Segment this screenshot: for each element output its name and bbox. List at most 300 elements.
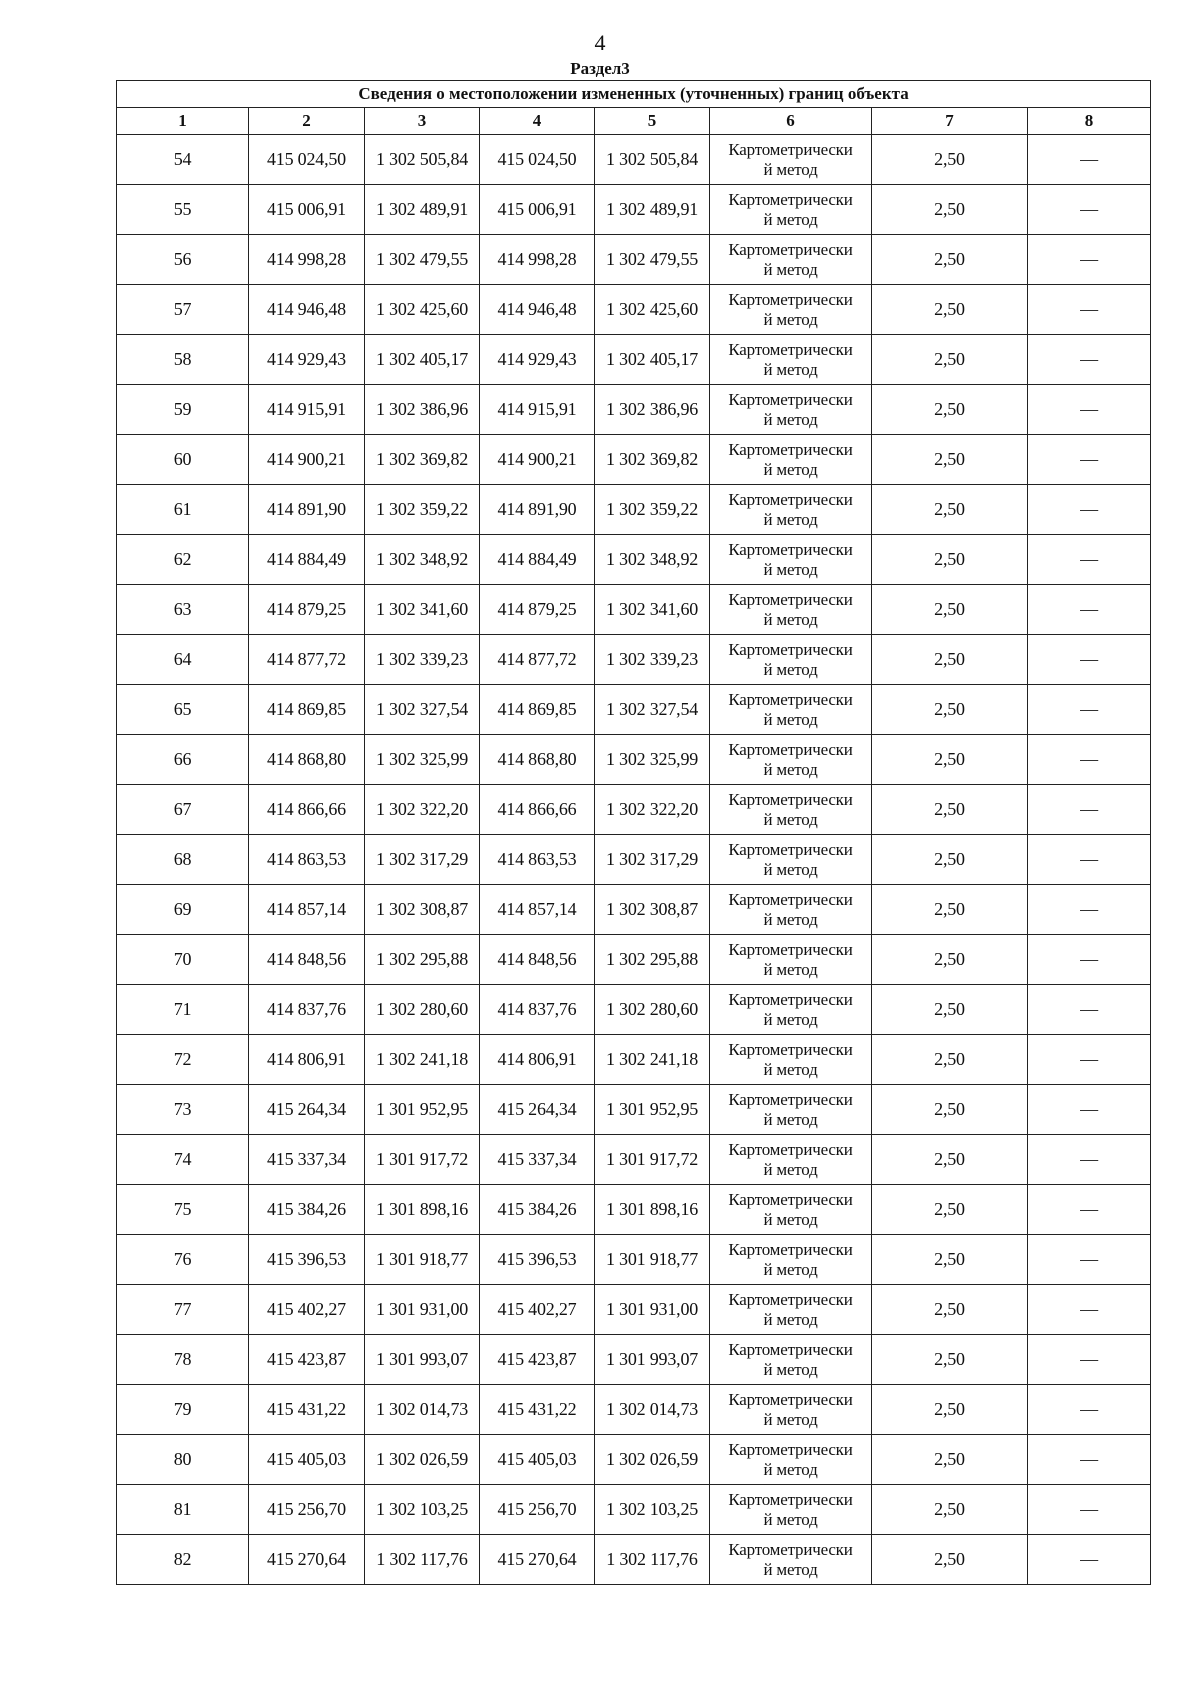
table-row: [117, 485, 1151, 535]
method-text-line: Картометрически: [728, 1289, 853, 1309]
y-existing-cell: 1 302 014,73: [365, 1385, 480, 1435]
table-row: [117, 435, 1151, 485]
table-header-row: [117, 108, 1151, 135]
table-body: [117, 135, 1151, 1585]
accuracy-cell: 2,50: [872, 1285, 1028, 1335]
point-number-cell: 77: [117, 1285, 249, 1335]
method-cell: [710, 1535, 872, 1585]
x-existing-cell: 415 270,64: [249, 1535, 365, 1585]
accuracy-cell: 2,50: [872, 1135, 1028, 1185]
table-row: [117, 1535, 1151, 1585]
x-new-cell: 414 868,80: [480, 735, 595, 785]
table-row: [117, 1335, 1151, 1385]
table-caption-row: [117, 81, 1151, 108]
x-new-cell: 415 396,53: [480, 1235, 595, 1285]
method-text-line: Картометрически: [728, 1239, 853, 1259]
y-new-cell: 1 302 425,60: [595, 285, 710, 335]
x-new-cell: 415 384,26: [480, 1185, 595, 1235]
point-number-cell: 72: [117, 1035, 249, 1085]
description-cell: —: [1028, 785, 1151, 835]
x-new-cell: 414 848,56: [480, 935, 595, 985]
description-cell: —: [1028, 935, 1151, 985]
method-text-line: й метод: [763, 859, 818, 879]
method-text-line: Картометрически: [728, 139, 853, 159]
y-new-cell: 1 302 103,25: [595, 1485, 710, 1535]
method-text-line: Картометрически: [728, 939, 853, 959]
point-number-cell: 75: [117, 1185, 249, 1235]
y-new-cell: 1 302 339,23: [595, 635, 710, 685]
x-existing-cell: 415 264,34: [249, 1085, 365, 1135]
x-existing-cell: 414 900,21: [249, 435, 365, 485]
table-row: [117, 1485, 1151, 1535]
method-cell: [710, 1285, 872, 1335]
table-row: [117, 1085, 1151, 1135]
x-new-cell: 415 431,22: [480, 1385, 595, 1435]
x-existing-cell: 415 423,87: [249, 1335, 365, 1385]
point-number-cell: 62: [117, 535, 249, 585]
method-text-line: й метод: [763, 659, 818, 679]
description-cell: —: [1028, 335, 1151, 385]
y-new-cell: 1 302 479,55: [595, 235, 710, 285]
x-new-cell: 414 879,25: [480, 585, 595, 635]
accuracy-cell: 2,50: [872, 335, 1028, 385]
description-cell: —: [1028, 1385, 1151, 1435]
description-cell: —: [1028, 385, 1151, 435]
y-existing-cell: 1 302 359,22: [365, 485, 480, 535]
accuracy-cell: 2,50: [872, 285, 1028, 335]
x-new-cell: 414 869,85: [480, 685, 595, 735]
method-text-line: Картометрически: [728, 739, 853, 759]
method-text-line: Картометрически: [728, 389, 853, 409]
y-new-cell: 1 302 327,54: [595, 685, 710, 735]
table-row: [117, 385, 1151, 435]
y-existing-cell: 1 302 505,84: [365, 135, 480, 185]
y-existing-cell: 1 302 425,60: [365, 285, 480, 335]
x-existing-cell: 414 884,49: [249, 535, 365, 585]
method-text-line: й метод: [763, 209, 818, 229]
description-cell: —: [1028, 285, 1151, 335]
table-caption: Сведения о местоположении измененных (уточненных) границ объекта: [117, 81, 1151, 108]
y-existing-cell: 1 302 322,20: [365, 785, 480, 835]
y-new-cell: 1 301 993,07: [595, 1335, 710, 1385]
method-cell: [710, 1335, 872, 1385]
description-cell: —: [1028, 1235, 1151, 1285]
y-new-cell: 1 302 489,91: [595, 185, 710, 235]
point-number-cell: 74: [117, 1135, 249, 1185]
point-number-cell: 57: [117, 285, 249, 335]
accuracy-cell: 2,50: [872, 1385, 1028, 1435]
y-new-cell: 1 302 026,59: [595, 1435, 710, 1485]
point-number-cell: 81: [117, 1485, 249, 1535]
x-existing-cell: 415 384,26: [249, 1185, 365, 1235]
method-text-line: й метод: [763, 1259, 818, 1279]
table-row: [117, 785, 1151, 835]
description-cell: —: [1028, 985, 1151, 1035]
description-cell: —: [1028, 1485, 1151, 1535]
accuracy-cell: 2,50: [872, 535, 1028, 585]
point-number-cell: 66: [117, 735, 249, 785]
x-new-cell: 414 946,48: [480, 285, 595, 335]
accuracy-cell: 2,50: [872, 1035, 1028, 1085]
point-number-cell: 67: [117, 785, 249, 835]
point-number-cell: 78: [117, 1335, 249, 1385]
y-new-cell: 1 302 295,88: [595, 935, 710, 985]
x-existing-cell: 414 877,72: [249, 635, 365, 685]
table-row: [117, 585, 1151, 635]
y-new-cell: 1 301 952,95: [595, 1085, 710, 1135]
method-cell: [710, 1185, 872, 1235]
method-text-line: Картометрически: [728, 839, 853, 859]
description-cell: —: [1028, 835, 1151, 885]
method-text-line: й метод: [763, 1059, 818, 1079]
y-existing-cell: 1 302 489,91: [365, 185, 480, 235]
y-existing-cell: 1 302 348,92: [365, 535, 480, 585]
x-new-cell: 414 998,28: [480, 235, 595, 285]
x-existing-cell: 415 431,22: [249, 1385, 365, 1435]
point-number-cell: 60: [117, 435, 249, 485]
description-cell: —: [1028, 1285, 1151, 1335]
method-text-line: Картометрически: [728, 439, 853, 459]
method-cell: [710, 185, 872, 235]
x-new-cell: 414 915,91: [480, 385, 595, 435]
accuracy-cell: 2,50: [872, 885, 1028, 935]
table-row: [117, 1285, 1151, 1335]
x-existing-cell: 414 998,28: [249, 235, 365, 285]
accuracy-cell: 2,50: [872, 135, 1028, 185]
description-cell: —: [1028, 535, 1151, 585]
accuracy-cell: 2,50: [872, 1535, 1028, 1585]
y-existing-cell: 1 302 405,17: [365, 335, 480, 385]
description-cell: —: [1028, 885, 1151, 935]
method-text-line: Картометрически: [728, 1389, 853, 1409]
method-cell: [710, 585, 872, 635]
y-new-cell: 1 302 505,84: [595, 135, 710, 185]
y-new-cell: 1 302 341,60: [595, 585, 710, 635]
method-text-line: Картометрически: [728, 1189, 853, 1209]
y-new-cell: 1 302 280,60: [595, 985, 710, 1035]
method-cell: [710, 1035, 872, 1085]
method-text-line: Картометрически: [728, 489, 853, 509]
method-text-line: й метод: [763, 609, 818, 629]
x-existing-cell: 415 402,27: [249, 1285, 365, 1335]
page-number: 4: [594, 30, 606, 55]
accuracy-cell: 2,50: [872, 1235, 1028, 1285]
method-text-line: й метод: [763, 159, 818, 179]
y-existing-cell: 1 301 993,07: [365, 1335, 480, 1385]
accuracy-cell: 2,50: [872, 785, 1028, 835]
description-cell: —: [1028, 685, 1151, 735]
method-cell: [710, 435, 872, 485]
x-new-cell: 414 837,76: [480, 985, 595, 1035]
method-text-line: Картометрически: [728, 1539, 853, 1559]
y-new-cell: 1 302 348,92: [595, 535, 710, 585]
method-cell: [710, 1385, 872, 1435]
method-text-line: й метод: [763, 309, 818, 329]
x-existing-cell: 415 396,53: [249, 1235, 365, 1285]
method-cell: [710, 735, 872, 785]
column-header: 1: [117, 108, 249, 135]
point-number-cell: 80: [117, 1435, 249, 1485]
x-existing-cell: 414 915,91: [249, 385, 365, 435]
accuracy-cell: 2,50: [872, 1085, 1028, 1135]
description-cell: —: [1028, 185, 1151, 235]
method-text-line: Картометрически: [728, 1339, 853, 1359]
point-number-cell: 65: [117, 685, 249, 735]
x-existing-cell: 414 848,56: [249, 935, 365, 985]
x-existing-cell: 415 337,34: [249, 1135, 365, 1185]
table-row: [117, 885, 1151, 935]
description-cell: —: [1028, 735, 1151, 785]
x-new-cell: 414 866,66: [480, 785, 595, 835]
y-new-cell: 1 302 405,17: [595, 335, 710, 385]
method-text-line: й метод: [763, 909, 818, 929]
point-number-cell: 59: [117, 385, 249, 435]
point-number-cell: 68: [117, 835, 249, 885]
method-text-line: й метод: [763, 1559, 818, 1579]
x-new-cell: 414 877,72: [480, 635, 595, 685]
table-row: [117, 935, 1151, 985]
x-new-cell: 415 024,50: [480, 135, 595, 185]
table-row: [117, 985, 1151, 1035]
description-cell: —: [1028, 1535, 1151, 1585]
method-text-line: й метод: [763, 809, 818, 829]
accuracy-cell: 2,50: [872, 1485, 1028, 1535]
point-number-cell: 70: [117, 935, 249, 985]
method-text-line: й метод: [763, 509, 818, 529]
method-text-line: Картометрически: [728, 989, 853, 1009]
y-existing-cell: 1 302 479,55: [365, 235, 480, 285]
description-cell: —: [1028, 585, 1151, 635]
table-row: [117, 1185, 1151, 1235]
x-existing-cell: 414 866,66: [249, 785, 365, 835]
y-existing-cell: 1 302 117,76: [365, 1535, 480, 1585]
method-text-line: Картометрически: [728, 689, 853, 709]
method-text-line: й метод: [763, 1209, 818, 1229]
method-cell: [710, 1135, 872, 1185]
y-new-cell: 1 301 917,72: [595, 1135, 710, 1185]
description-cell: —: [1028, 1435, 1151, 1485]
accuracy-cell: 2,50: [872, 985, 1028, 1035]
method-cell: [710, 985, 872, 1035]
method-cell: [710, 685, 872, 735]
method-text-line: й метод: [763, 259, 818, 279]
method-cell: [710, 835, 872, 885]
column-header: 2: [249, 108, 365, 135]
accuracy-cell: 2,50: [872, 685, 1028, 735]
column-header: 5: [595, 108, 710, 135]
description-cell: —: [1028, 485, 1151, 535]
point-number-cell: 58: [117, 335, 249, 385]
method-text-line: й метод: [763, 459, 818, 479]
y-new-cell: 1 302 322,20: [595, 785, 710, 835]
table-row: [117, 535, 1151, 585]
method-text-line: Картометрически: [728, 1439, 853, 1459]
accuracy-cell: 2,50: [872, 435, 1028, 485]
method-cell: [710, 335, 872, 385]
y-existing-cell: 1 301 898,16: [365, 1185, 480, 1235]
method-text-line: Картометрически: [728, 1139, 853, 1159]
y-existing-cell: 1 302 295,88: [365, 935, 480, 985]
x-new-cell: 415 337,34: [480, 1135, 595, 1185]
y-existing-cell: 1 302 317,29: [365, 835, 480, 885]
table-row: [117, 235, 1151, 285]
description-cell: —: [1028, 1085, 1151, 1135]
y-existing-cell: 1 302 103,25: [365, 1485, 480, 1535]
accuracy-cell: 2,50: [872, 485, 1028, 535]
description-cell: —: [1028, 1185, 1151, 1235]
point-number-cell: 76: [117, 1235, 249, 1285]
method-cell: [710, 1435, 872, 1485]
method-text-line: й метод: [763, 1009, 818, 1029]
method-text-line: й метод: [763, 759, 818, 779]
method-text-line: Картометрически: [728, 1489, 853, 1509]
y-existing-cell: 1 302 325,99: [365, 735, 480, 785]
x-existing-cell: 414 868,80: [249, 735, 365, 785]
table-row: [117, 335, 1151, 385]
y-existing-cell: 1 302 280,60: [365, 985, 480, 1035]
x-existing-cell: 414 837,76: [249, 985, 365, 1035]
x-new-cell: 414 863,53: [480, 835, 595, 885]
method-text-line: й метод: [763, 1509, 818, 1529]
x-new-cell: 415 423,87: [480, 1335, 595, 1385]
table-row: [117, 835, 1151, 885]
method-cell: [710, 535, 872, 585]
table-row: [117, 1235, 1151, 1285]
y-new-cell: 1 302 241,18: [595, 1035, 710, 1085]
table-row: [117, 685, 1151, 735]
column-header: 8: [1028, 108, 1151, 135]
method-cell: [710, 1235, 872, 1285]
y-existing-cell: 1 302 341,60: [365, 585, 480, 635]
method-text-line: й метод: [763, 409, 818, 429]
point-number-cell: 79: [117, 1385, 249, 1435]
method-text-line: й метод: [763, 359, 818, 379]
method-text-line: й метод: [763, 1359, 818, 1379]
x-new-cell: 415 270,64: [480, 1535, 595, 1585]
method-text-line: Картометрически: [728, 889, 853, 909]
description-cell: —: [1028, 135, 1151, 185]
method-text-line: Картометрически: [728, 539, 853, 559]
y-existing-cell: 1 301 952,95: [365, 1085, 480, 1135]
column-header: 3: [365, 108, 480, 135]
accuracy-cell: 2,50: [872, 935, 1028, 985]
method-cell: [710, 885, 872, 935]
table-row: [117, 185, 1151, 235]
x-existing-cell: 414 863,53: [249, 835, 365, 885]
table-row: [117, 285, 1151, 335]
method-cell: [710, 785, 872, 835]
table-row: [117, 635, 1151, 685]
x-new-cell: 414 884,49: [480, 535, 595, 585]
point-number-cell: 82: [117, 1535, 249, 1585]
point-number-cell: 69: [117, 885, 249, 935]
description-cell: —: [1028, 235, 1151, 285]
x-new-cell: 415 402,27: [480, 1285, 595, 1335]
y-existing-cell: 1 302 026,59: [365, 1435, 480, 1485]
x-new-cell: 415 264,34: [480, 1085, 595, 1135]
point-number-cell: 63: [117, 585, 249, 635]
y-new-cell: 1 302 308,87: [595, 885, 710, 935]
x-existing-cell: 415 405,03: [249, 1435, 365, 1485]
point-number-cell: 55: [117, 185, 249, 235]
point-number-cell: 73: [117, 1085, 249, 1135]
table-row: [117, 135, 1151, 185]
method-cell: [710, 485, 872, 535]
method-text-line: Картометрически: [728, 639, 853, 659]
y-new-cell: 1 301 931,00: [595, 1285, 710, 1335]
accuracy-cell: 2,50: [872, 1435, 1028, 1485]
y-new-cell: 1 302 117,76: [595, 1535, 710, 1585]
method-text-line: й метод: [763, 959, 818, 979]
method-text-line: й метод: [763, 1459, 818, 1479]
method-text-line: Картометрически: [728, 239, 853, 259]
y-new-cell: 1 302 325,99: [595, 735, 710, 785]
method-text-line: Картометрически: [728, 189, 853, 209]
method-text-line: Картометрически: [728, 789, 853, 809]
accuracy-cell: 2,50: [872, 635, 1028, 685]
boundary-coordinates-table: [116, 80, 1151, 1585]
y-new-cell: 1 302 014,73: [595, 1385, 710, 1435]
column-header: 4: [480, 108, 595, 135]
y-new-cell: 1 302 359,22: [595, 485, 710, 535]
x-existing-cell: 414 857,14: [249, 885, 365, 935]
method-text-line: й метод: [763, 1309, 818, 1329]
method-cell: [710, 235, 872, 285]
method-text-line: й метод: [763, 709, 818, 729]
accuracy-cell: 2,50: [872, 185, 1028, 235]
y-existing-cell: 1 302 339,23: [365, 635, 480, 685]
method-text-line: й метод: [763, 1409, 818, 1429]
x-new-cell: 414 891,90: [480, 485, 595, 535]
column-header: 6: [710, 108, 872, 135]
y-existing-cell: 1 302 369,82: [365, 435, 480, 485]
y-new-cell: 1 301 898,16: [595, 1185, 710, 1235]
table-row: [117, 1385, 1151, 1435]
method-cell: [710, 1485, 872, 1535]
method-text-line: Картометрически: [728, 1039, 853, 1059]
table-row: [117, 735, 1151, 785]
point-number-cell: 71: [117, 985, 249, 1035]
method-text-line: й метод: [763, 1159, 818, 1179]
table-row: [117, 1135, 1151, 1185]
x-new-cell: 414 857,14: [480, 885, 595, 935]
accuracy-cell: 2,50: [872, 735, 1028, 785]
y-new-cell: 1 302 317,29: [595, 835, 710, 885]
x-existing-cell: 415 024,50: [249, 135, 365, 185]
description-cell: —: [1028, 1035, 1151, 1085]
description-cell: —: [1028, 1335, 1151, 1385]
x-new-cell: 415 006,91: [480, 185, 595, 235]
x-existing-cell: 415 006,91: [249, 185, 365, 235]
y-existing-cell: 1 301 917,72: [365, 1135, 480, 1185]
x-existing-cell: 414 946,48: [249, 285, 365, 335]
accuracy-cell: 2,50: [872, 585, 1028, 635]
method-text-line: Картометрически: [728, 339, 853, 359]
y-existing-cell: 1 302 241,18: [365, 1035, 480, 1085]
method-text-line: Картометрически: [728, 289, 853, 309]
method-cell: [710, 385, 872, 435]
x-existing-cell: 414 806,91: [249, 1035, 365, 1085]
x-existing-cell: 414 869,85: [249, 685, 365, 735]
method-text-line: й метод: [763, 1109, 818, 1129]
x-existing-cell: 414 929,43: [249, 335, 365, 385]
table-row: [117, 1035, 1151, 1085]
x-new-cell: 415 256,70: [480, 1485, 595, 1535]
method-text-line: й метод: [763, 559, 818, 579]
description-cell: —: [1028, 435, 1151, 485]
y-new-cell: 1 302 386,96: [595, 385, 710, 435]
y-new-cell: 1 301 918,77: [595, 1235, 710, 1285]
